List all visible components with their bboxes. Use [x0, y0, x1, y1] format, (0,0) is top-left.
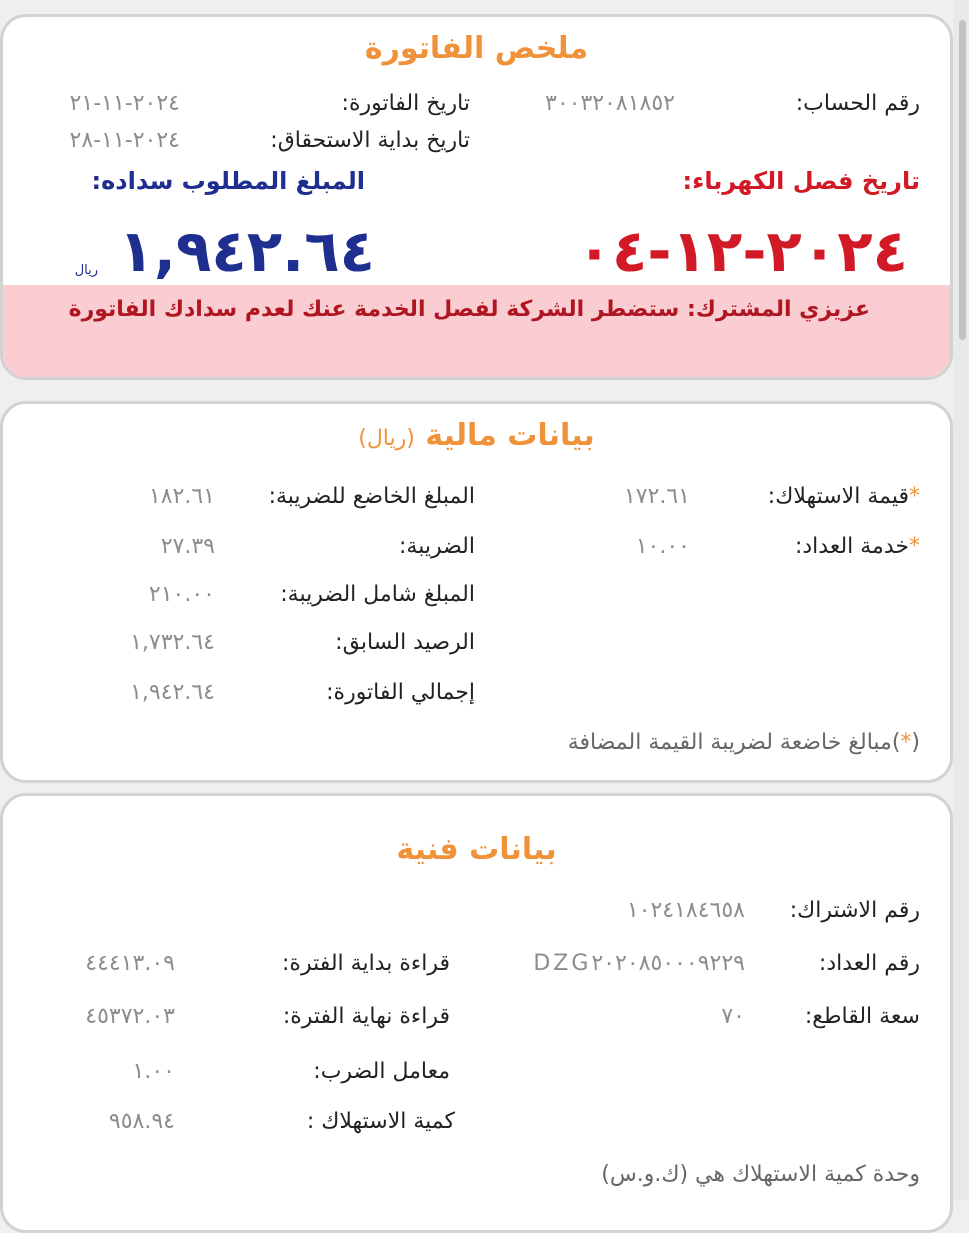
bill-summary-card — [0, 14, 953, 380]
multiplier-value: ١.٠٠ — [132, 1059, 175, 1084]
tax-label: الضريبة: — [398, 534, 475, 559]
financial-title-unit: (ريال) — [358, 426, 415, 451]
consumption-value-label — [768, 484, 920, 509]
technical-title: بيانات فنية — [396, 832, 557, 867]
subscription-number-value: ١٠٢٤١٨٤٦٥٨ — [626, 898, 745, 923]
amount-due-value: ١,٩٤٢.٦٤ — [118, 217, 375, 285]
breaker-capacity-value: ٧٠ — [721, 1004, 745, 1029]
taxable-amount-label: المبلغ الخاضع للضريبة: — [268, 484, 475, 509]
consumption-unit-note: وحدة كمية الاستهلاك هي (ك.و.س) — [601, 1162, 920, 1187]
tax-value: ٢٧.٣٩ — [160, 534, 215, 559]
amount-due-label: المبلغ المطلوب سداده: — [91, 167, 365, 195]
meter-service-label-text: خدمة العداد: — [794, 534, 909, 559]
account-number-value: ٣٠٠٣٢٠٨١٨٥٢ — [545, 91, 675, 116]
financial-title-text: بيانات مالية — [425, 418, 595, 453]
consumption-quantity-value: ٩٥٨.٩٤ — [108, 1109, 175, 1134]
vat-note — [568, 730, 920, 755]
cutoff-date-label: تاريخ فصل الكهرباء: — [682, 167, 920, 195]
scrollbar-thumb[interactable] — [959, 20, 966, 340]
summary-title: ملخص الفاتورة — [364, 31, 589, 66]
vat-star: * — [900, 730, 912, 755]
vat-note-text: )مبالغ خاضعة لضريبة القيمة المضافة — [567, 730, 901, 755]
breaker-capacity-label: سعة القاطع: — [804, 1004, 920, 1029]
vat-note-open: ( — [911, 730, 920, 755]
amount-due-currency: ريال — [74, 263, 98, 278]
financial-data-card — [0, 401, 953, 783]
previous-balance-label: الرصيد السابق: — [335, 630, 475, 655]
disconnection-warning — [3, 285, 950, 380]
meter-service-value: ١٠.٠٠ — [635, 534, 690, 559]
warning-text: عزيزي المشترك: ستضطر الشركة لفصل الخدمة عنك لعدم سدادك الفاتورة — [68, 297, 870, 322]
consumption-value-label-text: قيمة الاستهلاك: — [767, 484, 909, 509]
cutoff-date-value: ٢٠٢٤-١٢-٠٤ — [576, 217, 908, 285]
meter-number-label: رقم العداد: — [818, 951, 920, 976]
end-reading-label: قراءة نهاية الفترة: — [282, 1004, 450, 1029]
previous-balance-value: ١,٧٣٢.٦٤ — [130, 630, 215, 655]
start-reading-label: قراءة بداية الفترة: — [282, 951, 450, 976]
invoice-date-label: تاريخ الفاتورة: — [341, 91, 470, 116]
amount-incl-tax-value: ٢١٠.٠٠ — [148, 582, 215, 607]
taxable-amount-value: ١٨٢.٦١ — [148, 484, 215, 509]
invoice-date-value: ٢٠٢٤-١١-٢١ — [69, 91, 180, 116]
vat-star: * — [909, 534, 920, 559]
scrollbar[interactable] — [953, 0, 969, 1200]
due-start-value: ٢٠٢٤-١١-٢٨ — [69, 128, 180, 153]
consumption-quantity-label: كمية الاستهلاك : — [306, 1109, 455, 1134]
vat-star: * — [909, 484, 920, 509]
invoice-total-value: ١,٩٤٢.٦٤ — [130, 680, 215, 705]
multiplier-label: معامل الضرب: — [313, 1059, 450, 1084]
invoice-total-label: إجمالي الفاتورة: — [326, 680, 475, 705]
consumption-value: ١٧٢.٦١ — [623, 484, 690, 509]
end-reading-value: ٤٥٣٧٢.٠٣ — [85, 1004, 175, 1029]
meter-service-label — [795, 534, 920, 559]
technical-data-card — [0, 793, 953, 1233]
meter-number-value: DZG٢٠٢٠٨٥٠٠٠٩٢٢٩ — [533, 951, 745, 976]
subscription-number-label: رقم الاشتراك: — [789, 898, 920, 923]
financial-title — [3, 418, 950, 453]
due-start-label: تاريخ بداية الاستحقاق: — [270, 128, 470, 153]
start-reading-value: ٤٤٤١٣.٠٩ — [85, 951, 175, 976]
amount-incl-tax-label: المبلغ شامل الضريبة: — [280, 582, 475, 607]
account-number-label: رقم الحساب: — [795, 91, 920, 116]
